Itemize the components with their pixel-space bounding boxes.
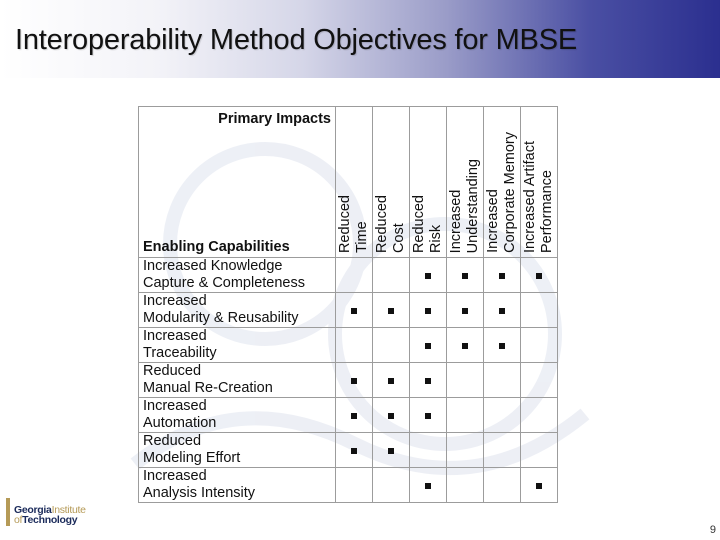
impact-marker-icon [425, 378, 431, 384]
logo-mark [6, 498, 10, 526]
matrix-cell [373, 328, 410, 363]
matrix-cell [410, 468, 447, 503]
matrix-cell [410, 328, 447, 363]
impact-marker-icon [499, 308, 505, 314]
matrix-cell [410, 293, 447, 328]
impact-marker-icon [388, 448, 394, 454]
matrix-cell [521, 468, 558, 503]
impact-marker-icon [388, 413, 394, 419]
title-bar [0, 0, 720, 78]
row-header: Increased Analysis Intensity [139, 468, 336, 503]
impact-marker-icon [425, 308, 431, 314]
matrix-row [139, 398, 558, 433]
impact-marker-icon [351, 378, 357, 384]
matrix-cell [373, 293, 410, 328]
impact-marker-icon [351, 448, 357, 454]
impact-marker-icon [425, 343, 431, 349]
impact-marker-icon [425, 483, 431, 489]
matrix-cell [521, 363, 558, 398]
matrix-row [139, 433, 558, 468]
matrix-cell [336, 433, 373, 468]
matrix-cell [410, 398, 447, 433]
column-header-reduced-time: Reduced Time [336, 107, 373, 258]
matrix-cell [521, 433, 558, 468]
matrix-row [139, 258, 558, 293]
matrix-cell [373, 258, 410, 293]
impact-marker-icon [388, 378, 394, 384]
impact-marker-icon [499, 343, 505, 349]
impact-marker-icon [425, 273, 431, 279]
matrix-cell [336, 398, 373, 433]
matrix-cell [336, 258, 373, 293]
matrix-cell [521, 258, 558, 293]
matrix-cell [521, 328, 558, 363]
matrix-cell [484, 258, 521, 293]
matrix-row [139, 328, 558, 363]
matrix-cell [410, 433, 447, 468]
matrix-cell [447, 468, 484, 503]
matrix-cell [336, 293, 373, 328]
matrix-cell [447, 293, 484, 328]
matrix-cell [410, 258, 447, 293]
matrix-cell [373, 363, 410, 398]
matrix-cell [447, 363, 484, 398]
matrix-cell [410, 363, 447, 398]
matrix-cell [521, 293, 558, 328]
matrix-cell [336, 363, 373, 398]
header-row [139, 107, 558, 258]
impact-marker-icon [351, 413, 357, 419]
matrix-cell [447, 433, 484, 468]
slide-title: Interoperability Method Objectives for MBSE [15, 24, 577, 56]
matrix-cell [484, 433, 521, 468]
impact-marker-icon [536, 273, 542, 279]
matrix-cell [484, 468, 521, 503]
matrix-body [139, 258, 558, 503]
row-header: Increased Traceability [139, 328, 336, 363]
row-header: Increased Knowledge Capture & Completeness [139, 258, 336, 293]
column-header-increased-understanding: Increased Understanding [447, 107, 484, 258]
primary-impacts-label: Primary Impacts [218, 111, 331, 127]
impact-marker-icon [351, 308, 357, 314]
impact-marker-icon [462, 273, 468, 279]
matrix-cell [447, 328, 484, 363]
row-header: Increased Modularity & Reusability [139, 293, 336, 328]
column-header-reduced-cost: Reduced Cost [373, 107, 410, 258]
column-header-reduced-risk: Reduced Risk [410, 107, 447, 258]
matrix-cell [373, 433, 410, 468]
enabling-capabilities-label: Enabling Capabilities [143, 239, 290, 255]
impact-marker-icon [499, 273, 505, 279]
impact-marker-icon [425, 413, 431, 419]
matrix-cell [336, 328, 373, 363]
matrix-cell [521, 398, 558, 433]
row-header: Reduced Manual Re-Creation [139, 363, 336, 398]
matrix-cell [484, 363, 521, 398]
matrix-corner [139, 107, 336, 258]
georgia-tech-logo: GeorgiaInstitute ofTechnology [6, 496, 116, 530]
column-header-increased-artifact-performance: Increased Artifact Performance [521, 107, 558, 258]
matrix-cell [336, 468, 373, 503]
impact-marker-icon [536, 483, 542, 489]
matrix-row [139, 363, 558, 398]
matrix-cell [484, 328, 521, 363]
row-header: Reduced Modeling Effort [139, 433, 336, 468]
matrix-cell [447, 398, 484, 433]
matrix-row [139, 293, 558, 328]
matrix-cell [484, 293, 521, 328]
matrix-cell [447, 258, 484, 293]
row-header: Increased Automation [139, 398, 336, 433]
impact-marker-icon [462, 343, 468, 349]
page-number: 9 [709, 524, 716, 536]
column-header-increased-corporate-memory: Increased Corporate Memory [484, 107, 521, 258]
matrix-cell [373, 468, 410, 503]
matrix-cell [373, 398, 410, 433]
matrix-row [139, 468, 558, 503]
impact-marker-icon [462, 308, 468, 314]
matrix-cell [484, 398, 521, 433]
impact-marker-icon [388, 308, 394, 314]
impact-matrix [138, 106, 558, 503]
